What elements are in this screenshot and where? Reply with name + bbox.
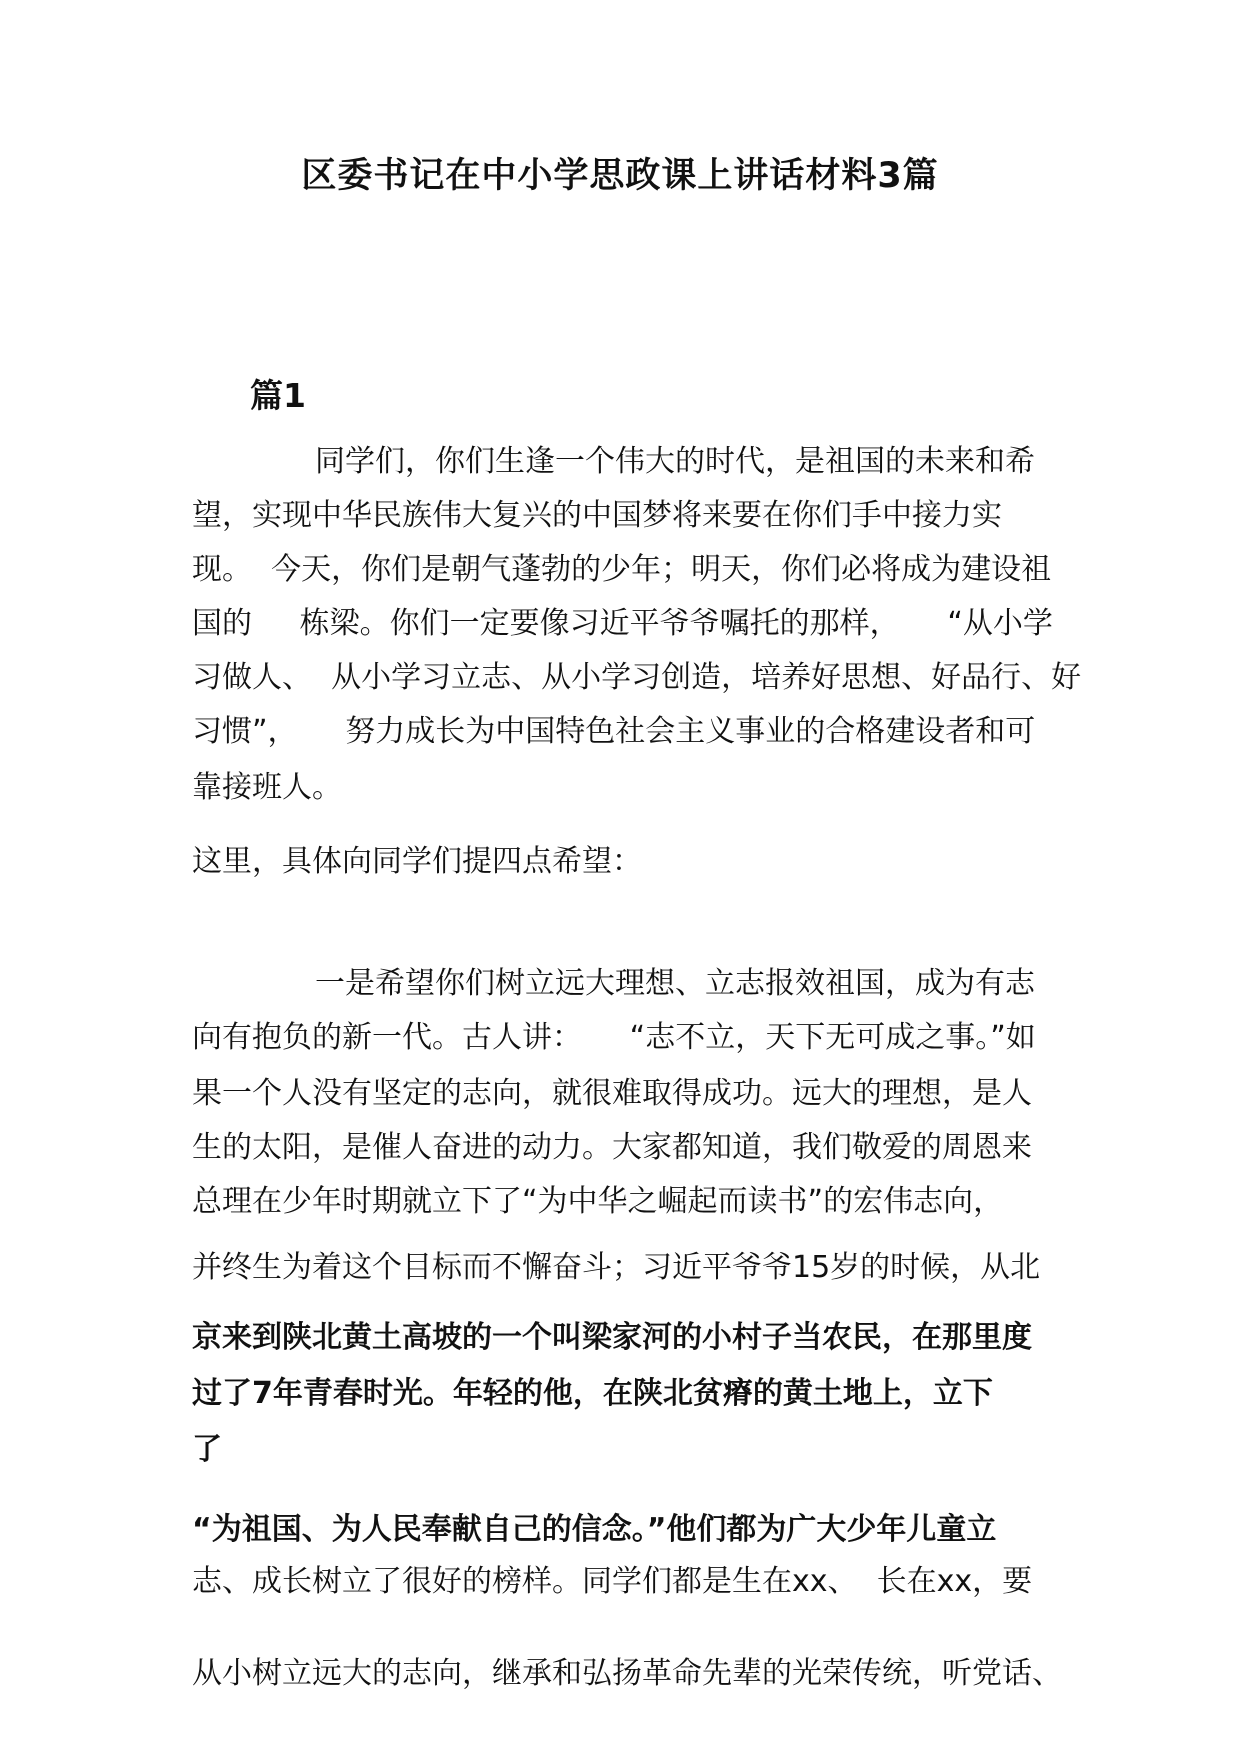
paragraph-line-bold: 过了7年青春时光。年轻的他，在陕北贫瘠的黄土地上，立下 (192, 1376, 993, 1411)
section-heading: 篇1 (250, 376, 306, 415)
paragraph-line: 并终生为着这个目标而不懈奋斗；习近平爷爷15岁的时候，从北 (192, 1250, 1041, 1285)
paragraph-line: 靠接班人。 (192, 770, 342, 805)
paragraph-line: 志、成长树立了很好的榜样。同学们都是生在xx、 长在xx，要 (192, 1564, 1033, 1599)
paragraph-line: 望，实现中华民族伟大复兴的中国梦将来要在你们手中接力实 (192, 498, 1002, 533)
paragraph-line: 习做人、 从小学习立志、从小学习创造，培养好思想、好品行、好 (192, 660, 1082, 695)
paragraph-line: 国的 栋梁。你们一定要像习近平爷爷嘱托的那样， “从小学 (192, 606, 1053, 641)
paragraph-line: 现。 今天，你们是朝气蓬勃的少年；明天，你们必将成为建设祖 (192, 552, 1052, 587)
paragraph-line: 这里，具体向同学们提四点希望： (192, 844, 642, 879)
document-title: 区委书记在中小学思政课上讲话材料3篇 (301, 156, 939, 196)
paragraph-line: 生的太阳，是催人奋进的动力。大家都知道，我们敬爱的周恩来 (192, 1130, 1032, 1165)
paragraph-line-bold: 了 (192, 1432, 222, 1467)
paragraph-line: 总理在少年时期就立下了“为中华之崛起而读书”的宏伟志向， (192, 1184, 1004, 1219)
paragraph-line: 向有抱负的新一代。古人讲： “志不立，天下无可成之事。”如 (192, 1020, 1036, 1055)
paragraph-line: 一是希望你们树立远大理想、立志报效祖国，成为有志 (315, 966, 1035, 1001)
paragraph-line: 果一个人没有坚定的志向，就很难取得成功。远大的理想，是人 (192, 1076, 1032, 1111)
paragraph-line-bold: “为祖国、为人民奉献自己的信念。”他们都为广大少年儿童立 (192, 1512, 997, 1547)
paragraph-line: 同学们，你们生逢一个伟大的时代，是祖国的未来和希 (315, 444, 1035, 479)
paragraph-line: 从小树立远大的志向，继承和弘扬革命先辈的光荣传统，听党话、 (192, 1656, 1062, 1691)
paragraph-line: 习惯”， 努力成长为中国特色社会主义事业的合格建设者和可 (192, 714, 1036, 749)
paragraph-line-bold: 京来到陕北黄土高坡的一个叫梁家河的小村子当农民，在那里度 (192, 1320, 1032, 1355)
